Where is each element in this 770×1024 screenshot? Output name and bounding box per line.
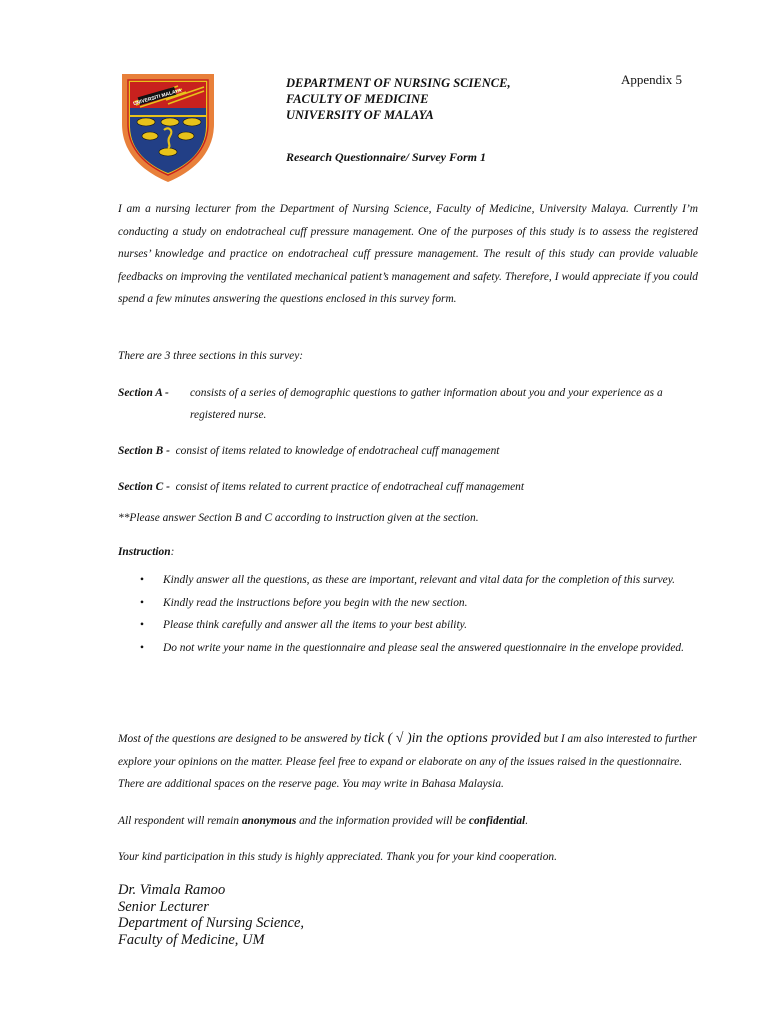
form-title: Research Questionnaire/ Survey Form 1 xyxy=(286,150,487,164)
department-header xyxy=(286,75,511,123)
list-item xyxy=(140,637,700,660)
section-c-description xyxy=(118,476,524,498)
instruction-label: Instruction xyxy=(118,546,171,558)
instruction-colon: : xyxy=(170,546,175,558)
university-crest-logo xyxy=(120,72,216,184)
section-c-text: consist of items related to current practice of endotracheal cuff management xyxy=(175,481,525,493)
instruction-list xyxy=(140,569,700,659)
instruction-text: Please think carefully and answer all the items to your best ability. xyxy=(163,619,467,631)
signatory-department: Department of Nursing Science, xyxy=(118,915,305,931)
list-item xyxy=(140,614,700,637)
confidentiality-text-e: . xyxy=(525,815,529,827)
confidentiality-text-c: and the information provided will be xyxy=(296,815,469,827)
instruction-text: Kindly read the instructions before you begin with the new section. xyxy=(163,596,468,609)
anonymous-emphasis: anonymous xyxy=(241,815,297,827)
appendix-label: Appendix 5 xyxy=(621,72,683,87)
answer-note: **Please answer Section B and C according to instruction given at the section. xyxy=(118,512,479,524)
list-item xyxy=(140,592,700,615)
sections-intro: There are 3 three sections in this survey: xyxy=(118,350,304,362)
section-c-label: Section C - xyxy=(118,481,170,493)
confidentiality-paragraph xyxy=(118,810,700,833)
header-line-department: DEPARTMENT OF NURSING SCIENCE, xyxy=(286,76,511,90)
header-line-university: UNIVERSITY OF MALAYA xyxy=(286,108,434,122)
thank-you-paragraph: Your kind participation in this study is highly appreciated. Thank you for your kind cooperation. xyxy=(118,851,557,863)
signatory-faculty: Faculty of Medicine, UM xyxy=(118,931,265,948)
section-b-description xyxy=(118,440,499,462)
answer-method-text-c: but I am also interested to further explore your opinions on the matter. Please feel free to expand or elaborate on any of the issues raised in the questionnaire. There are additional spaces on the reserve page. You may write in Bahasa Malaysia. xyxy=(118,733,697,791)
bullet-icon: • xyxy=(140,641,144,654)
section-a-text: consists of a series of demographic questions to gather information about you and your experience as a registered nurse. xyxy=(190,387,663,421)
bullet-icon: • xyxy=(140,619,144,631)
crest-banner-text: UNIVERSITI MALAYA xyxy=(132,87,183,108)
answer-method-text-a: Most of the questions are designed to be answered by xyxy=(118,733,364,745)
section-b-text: consist of items related to knowledge of endotracheal cuff management xyxy=(175,445,500,457)
instruction-text: Do not write your name in the questionnaire and please seal the answered questionnaire in the envelope provided. xyxy=(163,641,684,654)
signatory-name: Dr. Vimala Ramoo xyxy=(118,882,226,898)
header-line-faculty: FACULTY OF MEDICINE xyxy=(286,92,429,106)
bullet-icon: • xyxy=(140,596,144,609)
list-item xyxy=(140,569,700,592)
section-a-label: Section A - xyxy=(118,387,169,399)
tick-instruction: tick ( √ )in the options provided xyxy=(363,731,541,746)
confidential-emphasis: confidential xyxy=(468,815,526,827)
answer-method-paragraph xyxy=(118,728,700,796)
intro-paragraph: I am a nursing lecturer from the Department of Nursing Science, Faculty of Medicine, University Malaya. Currently I’m conducting a study on endotracheal cuff pressure management. One of the purposes of this study is to assess the registered nurses’ knowledge and practice on endotracheal cuff pressure management. The result of this study can provide valuable feedbacks on improving the ventilated mechanical patient’s management and safety. Therefore, I would appreciate if you could spend a few minutes answering the questions enclosed in this survey form. xyxy=(118,203,698,306)
section-b-label: Section B - xyxy=(118,445,170,457)
instruction-heading xyxy=(118,546,174,558)
signatory-title: Senior Lecturer xyxy=(118,898,209,915)
instruction-text: Kindly answer all the questions, as these are important, relevant and vital data for the completion of this survey. xyxy=(163,574,675,586)
signature-block xyxy=(118,882,304,948)
confidentiality-text-a: All respondent will remain xyxy=(118,815,242,827)
bullet-icon: • xyxy=(140,574,144,586)
